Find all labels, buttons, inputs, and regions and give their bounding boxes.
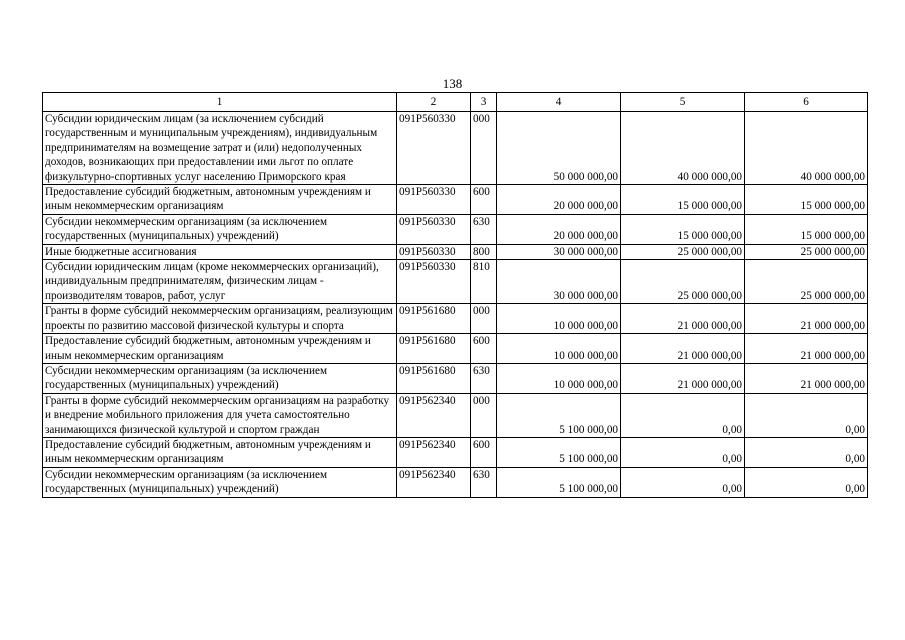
row-type-cell: 000 <box>471 304 497 334</box>
row-code-cell: 091P560330 <box>397 244 471 259</box>
row-type-cell: 630 <box>471 467 497 497</box>
table-row <box>43 334 868 364</box>
row-value-col5-cell: 0,00 <box>621 467 745 497</box>
table-header-row <box>43 93 868 112</box>
row-value-col4-cell: 50 000 000,00 <box>497 112 621 185</box>
row-name-cell: Предоставление субсидий бюджетным, автономным учреждениям и иным некоммерческим организациям <box>43 334 397 364</box>
row-type-cell: 000 <box>471 393 497 437</box>
row-value-col6-cell: 21 000 000,00 <box>745 304 868 334</box>
row-code-cell: 091P560330 <box>397 214 471 244</box>
row-code-cell: 091P561680 <box>397 304 471 334</box>
row-value-col5-cell: 40 000 000,00 <box>621 112 745 185</box>
row-name-cell: Гранты в форме субсидий некоммерческим организациям, реализующим проекты по развитию массовой физической культуры и спорта <box>43 304 397 334</box>
row-name-cell: Субсидии некоммерческим организациям (за исключением государственных (муниципальных) учреждений) <box>43 363 397 393</box>
row-value-col5-cell: 15 000 000,00 <box>621 214 745 244</box>
table-row <box>43 244 868 259</box>
page-number: 138 <box>442 76 463 91</box>
row-code-cell: 091P560330 <box>397 112 471 185</box>
row-value-col6-cell: 0,00 <box>745 467 868 497</box>
row-type-cell: 630 <box>471 214 497 244</box>
table-row <box>43 363 868 393</box>
row-name-cell: Субсидии юридическим лицам (за исключением субсидий государственным и муниципальным учреждениям), индивидуальным предпринимателям на возмещение затрат и (или) недополученных доходов, возникающих при предоставлении ими льгот по оплате физкультурно-спортивных услуг населению Приморского края <box>43 112 397 185</box>
row-name-cell: Предоставление субсидий бюджетным, автономным учреждениям и иным некоммерческим организациям <box>43 185 397 215</box>
row-value-col4-cell: 5 100 000,00 <box>497 437 621 467</box>
row-value-col4-cell: 10 000 000,00 <box>497 363 621 393</box>
row-value-col6-cell: 21 000 000,00 <box>745 334 868 364</box>
row-name-cell: Субсидии некоммерческим организациям (за исключением государственных (муниципальных) учреждений) <box>43 467 397 497</box>
row-type-cell: 600 <box>471 185 497 215</box>
budget-table <box>42 92 868 498</box>
row-value-col5-cell: 21 000 000,00 <box>621 363 745 393</box>
row-name-cell: Гранты в форме субсидий некоммерческим организациям на разработку и внедрение мобильного приложения для учета самостоятельно занимающихся физической культурой и спортом граждан <box>43 393 397 437</box>
row-value-col4-cell: 30 000 000,00 <box>497 260 621 304</box>
row-code-cell: 091P560330 <box>397 260 471 304</box>
row-code-cell: 091P561680 <box>397 334 471 364</box>
row-name-cell: Субсидии некоммерческим организациям (за исключением государственных (муниципальных) учреждений) <box>43 214 397 244</box>
table-row <box>43 304 868 334</box>
row-value-col5-cell: 25 000 000,00 <box>621 244 745 259</box>
row-code-cell: 091P560330 <box>397 185 471 215</box>
row-value-col4-cell: 20 000 000,00 <box>497 185 621 215</box>
row-code-cell: 091P562340 <box>397 437 471 467</box>
row-value-col4-cell: 5 100 000,00 <box>497 393 621 437</box>
column-header: 5 <box>621 93 745 112</box>
table-row <box>43 467 868 497</box>
table-row <box>43 393 868 437</box>
row-type-cell: 600 <box>471 334 497 364</box>
row-value-col4-cell: 30 000 000,00 <box>497 244 621 259</box>
row-type-cell: 800 <box>471 244 497 259</box>
row-value-col6-cell: 25 000 000,00 <box>745 244 868 259</box>
row-name-cell: Предоставление субсидий бюджетным, автономным учреждениям и иным некоммерческим организациям <box>43 437 397 467</box>
row-name-cell: Иные бюджетные ассигнования <box>43 244 397 259</box>
table-row <box>43 260 868 304</box>
row-value-col6-cell: 40 000 000,00 <box>745 112 868 185</box>
table-row <box>43 185 868 215</box>
row-name-cell: Субсидии юридическим лицам (кроме некоммерческих организаций), индивидуальным предпринимателям, физическим лицам - производителям товаров, работ, услуг <box>43 260 397 304</box>
column-header: 4 <box>497 93 621 112</box>
row-value-col5-cell: 0,00 <box>621 437 745 467</box>
row-value-col5-cell: 0,00 <box>621 393 745 437</box>
row-value-col4-cell: 5 100 000,00 <box>497 467 621 497</box>
row-value-col5-cell: 21 000 000,00 <box>621 334 745 364</box>
column-header: 2 <box>397 93 471 112</box>
row-type-cell: 600 <box>471 437 497 467</box>
column-header: 6 <box>745 93 868 112</box>
row-value-col4-cell: 20 000 000,00 <box>497 214 621 244</box>
row-value-col6-cell: 0,00 <box>745 437 868 467</box>
row-value-col6-cell: 0,00 <box>745 393 868 437</box>
row-value-col6-cell: 25 000 000,00 <box>745 260 868 304</box>
row-value-col4-cell: 10 000 000,00 <box>497 304 621 334</box>
row-value-col6-cell: 15 000 000,00 <box>745 214 868 244</box>
table-row <box>43 112 868 185</box>
row-type-cell: 000 <box>471 112 497 185</box>
row-value-col4-cell: 10 000 000,00 <box>497 334 621 364</box>
table-row <box>43 437 868 467</box>
column-header: 3 <box>471 93 497 112</box>
row-value-col5-cell: 21 000 000,00 <box>621 304 745 334</box>
row-value-col6-cell: 21 000 000,00 <box>745 363 868 393</box>
row-value-col5-cell: 15 000 000,00 <box>621 185 745 215</box>
row-code-cell: 091P562340 <box>397 393 471 437</box>
table-row <box>43 214 868 244</box>
row-value-col5-cell: 25 000 000,00 <box>621 260 745 304</box>
column-header: 1 <box>43 93 397 112</box>
row-code-cell: 091P561680 <box>397 363 471 393</box>
row-value-col6-cell: 15 000 000,00 <box>745 185 868 215</box>
row-type-cell: 810 <box>471 260 497 304</box>
row-code-cell: 091P562340 <box>397 467 471 497</box>
row-type-cell: 630 <box>471 363 497 393</box>
